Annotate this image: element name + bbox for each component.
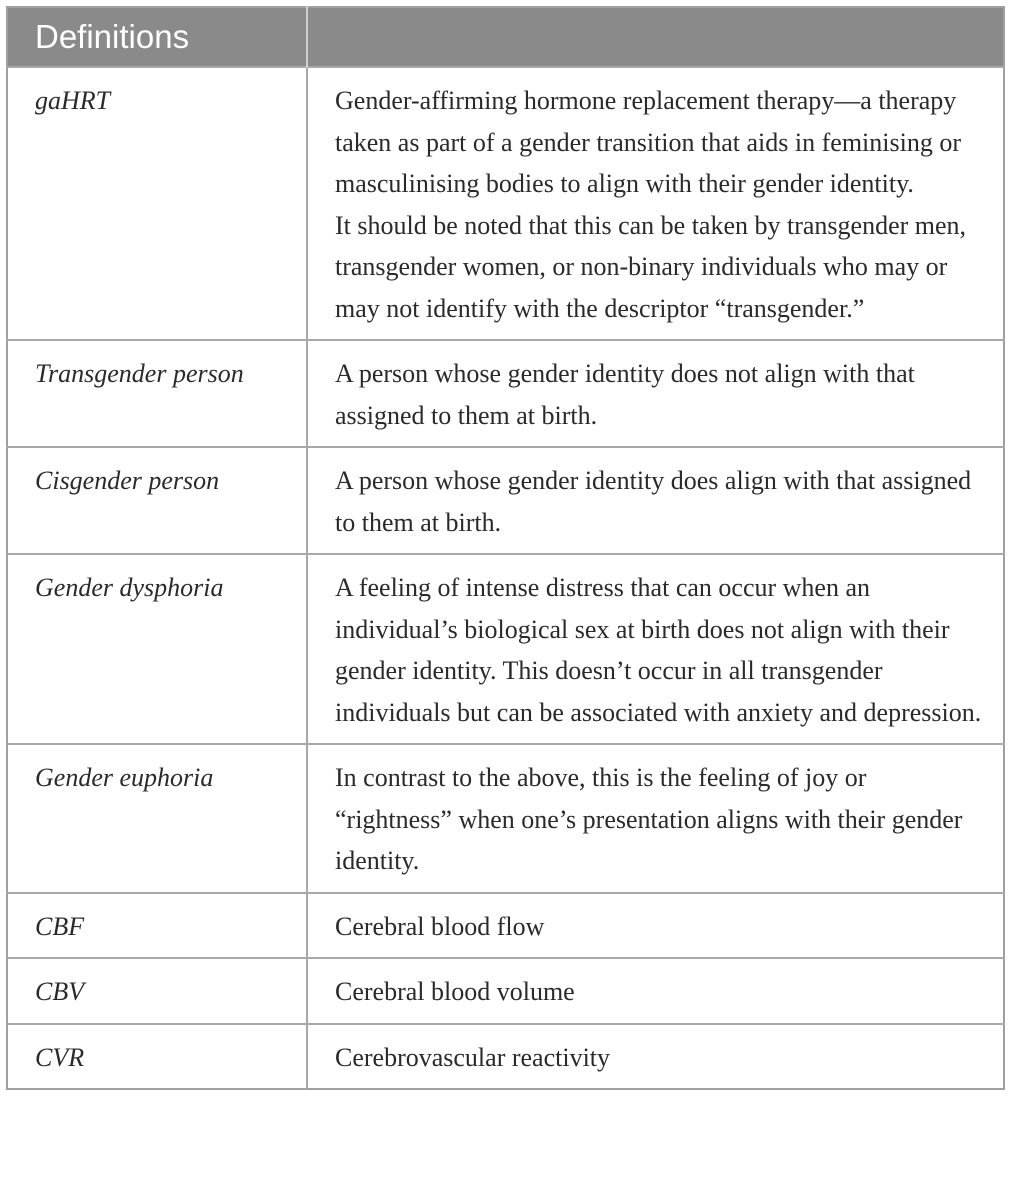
term-cell: Transgender person [7, 340, 307, 447]
term-cell: CBV [7, 958, 307, 1024]
term-cell: gaHRT [7, 67, 307, 340]
definition-cell [307, 340, 1004, 447]
definition-cell [307, 744, 1004, 893]
header-row [7, 7, 1004, 67]
definition-cell [307, 554, 1004, 744]
table-row [7, 447, 1004, 554]
table-header [7, 7, 1004, 67]
definition-text: Cerebral blood volume [335, 977, 575, 1006]
definitions-table [6, 6, 1005, 1090]
term-cell: CBF [7, 893, 307, 959]
table-body [7, 67, 1004, 1089]
header-definitions: Definitions [7, 7, 307, 67]
definition-text: Cerebrovascular reactivity [335, 1042, 611, 1072]
definition-text: In contrast to the above, this is the feeling of joy or “rightness” when one’s presentation aligns with their gender identity. [335, 763, 963, 875]
table-row [7, 893, 1004, 959]
term-cell: Cisgender person [7, 447, 307, 554]
table-row [7, 554, 1004, 744]
term-cell: Gender dysphoria [7, 554, 307, 744]
definition-text: A person whose gender identity does not align with that assigned to them at birth. [335, 359, 915, 430]
definition-text: Cerebral blood flow [335, 911, 545, 941]
definition-text: Gender-affirming hormone replacement therapy—a therapy taken as part of a gender transition that aids in feminising or masculinising bodies to align with their gender identity. [335, 86, 961, 198]
table-row [7, 67, 1004, 340]
definition-cell [307, 447, 1004, 554]
table-row [7, 340, 1004, 447]
table-row [7, 958, 1004, 1024]
term-cell: CVR [7, 1024, 307, 1090]
header-blank [307, 7, 1004, 67]
table-row [7, 1024, 1004, 1090]
definition-cell [307, 958, 1004, 1024]
definition-note: It should be noted that this can be taken by transgender men, transgender women, or non-binary individuals who may or may not identify with the descriptor “transgender.” [335, 210, 967, 323]
table-row [7, 744, 1004, 893]
definition-text: A feeling of intense distress that can occur when an individual’s biological sex at birth does not align with their gender identity. This doesn’t occur in all transgender individuals but can be associated with anxiety and depression. [335, 573, 982, 727]
definition-text: A person whose gender identity does align with that assigned to them at birth. [335, 466, 972, 537]
definition-cell [307, 1024, 1004, 1090]
definition-cell [307, 67, 1004, 340]
term-cell: Gender euphoria [7, 744, 307, 893]
definition-cell [307, 893, 1004, 959]
